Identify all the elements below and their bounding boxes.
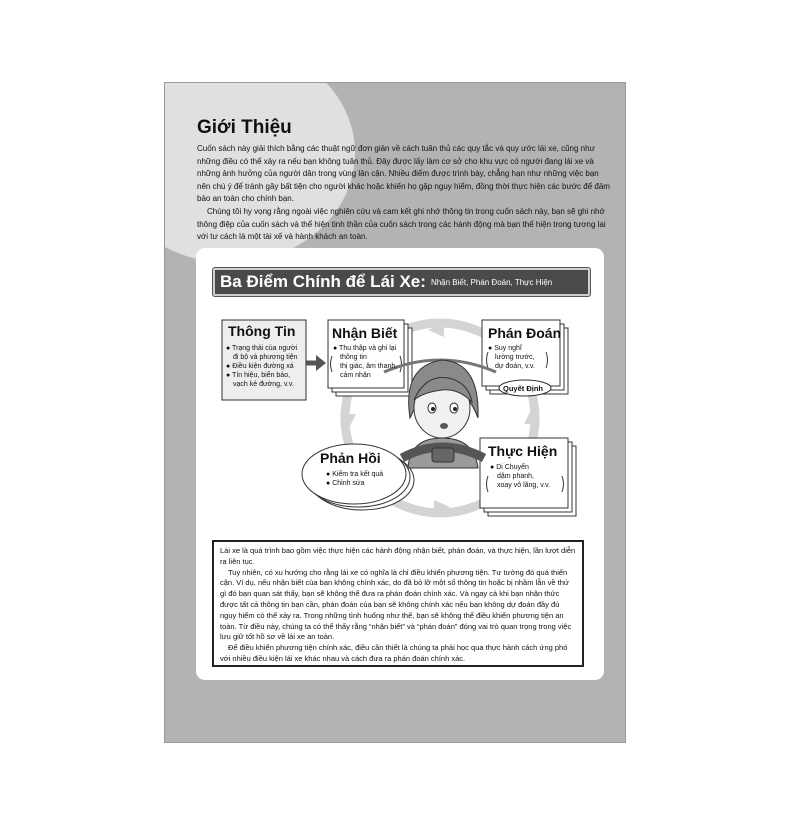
perceive-title: Nhận Biết: [332, 325, 398, 341]
feedback-item-2: ● Chỉnh sửa: [326, 480, 365, 487]
info-arrow-head-icon: [316, 355, 326, 371]
act-item-1: ● Di Chuyển: [490, 464, 529, 471]
act-list: [490, 463, 564, 490]
intro-paragraph-2: Chúng tôi hy vọng rằng ngoài việc nghiên cứu và cam kết ghi nhớ thông tin trong cuốn sách này, bạn sẽ ghi nhớ thông điệp của cuốn sách và thể hiện tinh thần của cuốn sách trong các hành động mà bạn thể hiện trong tương lai với tư cách là một tài xế và hành khách an toàn.: [197, 206, 606, 242]
banner-title: Ba Điểm Chính để Lái Xe:: [220, 272, 426, 291]
description-paragraph-3: Để điều khiển phương tiện chính xác, điều cần thiết là chúng ta phải học qua thực hành cách ứng phó với nhiều điều kiện lái xe khác nhau và cách đưa ra phán đoán chính xác.: [220, 643, 568, 663]
page-title: Giới Thiệu: [197, 117, 292, 138]
perceive-item-1b: thông tin: [340, 354, 367, 361]
info-item-1b: đi bộ và phương tiện: [233, 354, 298, 361]
banner-subtitle: Nhận Biết, Phán Đoán, Thực Hiện: [430, 277, 553, 287]
description-box: [212, 540, 584, 667]
judge-list: [488, 344, 558, 371]
driving-cycle-diagram: [196, 308, 604, 533]
judge-item-1: ● Suy nghĩ: [488, 345, 522, 352]
info-item-2: ● Điều kiện đường xá: [226, 363, 294, 370]
judge-item-1b: lường trước,: [495, 354, 535, 361]
info-list: [226, 344, 306, 389]
info-title: Thông Tin: [228, 323, 296, 339]
perceive-item-1: ● Thu thập và ghi lại: [333, 345, 397, 352]
judge-title: Phán Đoán: [488, 325, 562, 341]
act-item-1c: xoay vô lăng, v.v.: [497, 482, 551, 489]
description-paragraph-1: Lái xe là quá trình bao gồm việc thực hiện các hành động nhận biết, phán đoán, và thực hiện, lần lượt diễn ra liên tục.: [220, 546, 576, 566]
description-paragraph-2: Tuy nhiên, có xu hướng cho rằng lái xe có nghĩa là chỉ điều khiển phương tiện. Tư tưởng đó quá thiển cận. Ví dụ, nếu nhận biết của bạn không chính xác, do đã bỏ lỡ một số thông tin hoặc bị nhầm lẫn về thứ gì đó bạn quan sát thấy, bạn sẽ không thể đưa ra phán đoán chính xác. Và ngay cả khi bạn nhận thức được tất cả thông tin bạn cần, phán đoán của bạn sẽ không chính xác nếu bạn không dự đoán đầy đủ nguy hiểm có thể xảy ra. Trong những tình huống như thế, bạn sẽ không thể điều khiển phương tiện an toàn. Từ điều này, chúng ta có thể thấy rằng “nhận biết” và “phán đoán” đóng vai trò quan trọng trong việc lưu giữ tốt hồ sơ về lái xe an toàn.: [220, 567, 572, 642]
intro-paragraph-1: Cuốn sách này giải thích bằng các thuật ngữ đơn giản về cách tuân thủ các quy tắc và quy ước lái xe, cũng như những điều có thể xảy ra nếu bạn không tuân thủ. Đây được lấy làm cơ sở cho khu vực có người đang lái xe và những ảnh hưởng của người dân trong vùng lân cận. Nhiều điểm được trình bày, chẳng hạn như những việc bạn nên chú ý để tránh gây bất tiện cho người khác hoặc khiến họ gặp nguy hiểm, đồng thời thực hiện các bước để đảm bảo an toàn cho chính bạn.: [197, 144, 610, 204]
info-item-3b: vạch kẻ đường, v.v.: [233, 381, 294, 388]
info-item-3: ● Tín hiệu, biển báo,: [226, 372, 291, 379]
feedback-title: Phản Hồi: [320, 450, 381, 466]
judge-item-1c: dự đoán, v.v.: [495, 363, 535, 370]
feedback-list: [326, 470, 396, 488]
decide-label: Quyết Định: [503, 384, 544, 393]
diagram-card: [196, 248, 604, 680]
diagram-graphics: [196, 308, 604, 533]
act-title: Thực Hiện: [488, 443, 558, 459]
book-page: [164, 82, 626, 743]
info-item-1: ● Trạng thái của người: [226, 345, 298, 352]
perceive-list: [333, 344, 403, 380]
feedback-item-1: ● Kiểm tra kết quả: [326, 471, 384, 478]
intro-text: [197, 143, 613, 244]
section-banner: [213, 268, 590, 296]
perceive-item-1c: thị giác, âm thanh,: [340, 363, 398, 370]
act-item-1b: dậm phanh,: [497, 473, 534, 480]
perceive-item-1d: cảm nhận: [340, 372, 371, 379]
